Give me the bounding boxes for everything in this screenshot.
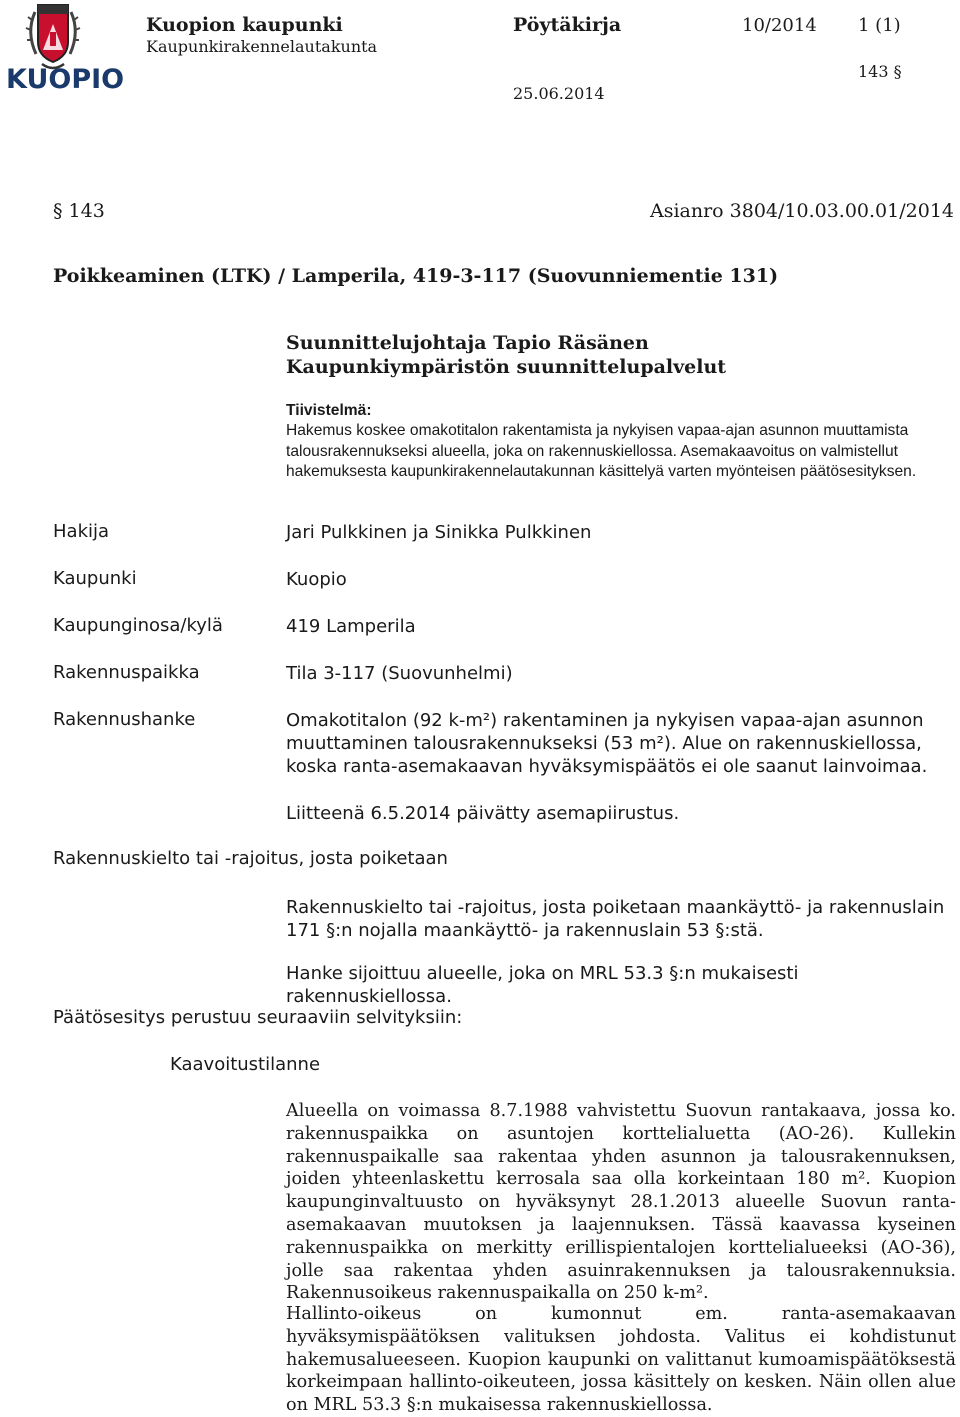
logo-wordmark: KUOPIO (6, 64, 125, 95)
committee-name: Kaupunkirakennelautakunta (146, 37, 378, 56)
field-label-project: Rakennushanke (53, 709, 196, 730)
summary-text: Hakemus koskee omakotitalon rakentamista ja nykyisen vapaa-ajan asunnon muuttamista talousrakennukseksi alueella, joka on rakennuskiellossa. Asemakaavoitus on valmistellut hakemuksesta kaupunkirakennelautakunnan käsittelyä varten myönteisen päätösesityksen. (286, 422, 917, 481)
organization-name: Kuopion kaupunki (146, 14, 343, 36)
section-reference: 143 § (858, 62, 902, 81)
field-label-applicant: Hakija (53, 521, 110, 542)
summary-block (286, 401, 954, 483)
zoning-status-label: Kaavoitustilanne (170, 1054, 321, 1075)
basis-label: Päätösesitys perustuu seuraaviin selvityksiin: (53, 1007, 463, 1028)
kuopio-logo (2, 2, 125, 97)
restriction-text: Rakennuskielto tai -rajoitus, josta poiketaan maankäyttö- ja rakennuslain 171 §:n nojalla maankäyttö- ja rakennuslain 53 §:stä. (286, 897, 945, 941)
case-number: Asianro 3804/10.03.00.01/2014 (649, 200, 954, 222)
presenter-unit: Kaupunkiympäristön suunnittelupalvelut (286, 356, 727, 378)
meeting-date: 25.06.2014 (513, 84, 605, 103)
summary-label: Tiivistelmä: (286, 402, 372, 419)
zoning-paragraph: Alueella on voimassa 8.7.1988 vahvistettu Suovun rantakaava, jossa ko. rakennuspaikka on asuntojen korttelialuetta (AO-26). Kullekin rakennuspaikalle saa rakentaa yhden asunnon ja talousrakennuksen, joiden yhteenlaskettu kerrosala saa olla korkeintaan 180 m². Kuopion kaupunginvaltuusto on hyväksynyt 28.1.2013 alueelle Suovun ranta-asemakaavan muutoksen ja laajennuksen. Tässä kaavassa kyseinen rakennuspaikka on merkitty erillispientalojen korttelialueeksi (AO-36), jolle saa rakentaa yhden asuinrakennuksen ja talousrakennuksia. Rakennusoikeus rakennuspaikalla on 250 k-m². (286, 1101, 956, 1304)
field-value-district: 419 Lamperila (286, 616, 416, 637)
field-value-city: Kuopio (286, 569, 347, 590)
section-title: Poikkeaminen (LTK) / Lamperila, 419-3-117 (Suovunniementie 131) (53, 265, 779, 287)
restriction-label: Rakennuskielto tai -rajoitus, josta poiketaan (53, 848, 448, 869)
section-number: § 143 (53, 200, 105, 222)
field-label-district: Kaupunginosa/kylä (53, 615, 223, 636)
field-value-applicant: Jari Pulkkinen ja Sinikka Pulkkinen (286, 522, 592, 543)
field-value-building-site: Tila 3-117 (Suovunhelmi) (286, 663, 513, 684)
restriction-location: Hanke sijoittuu alueelle, joka on MRL 53.3 §:n mukaisesti rakennuskiellossa. (286, 963, 799, 1007)
court-paragraph: Hallinto-oikeus on kumonnut em. ranta-asemakaavan hyväksymispäätöksen valituksen johdosta. Valitus ei kohdistunut hakemusalueeseen. Kuopion kaupunki on valittanut kumoamispäätöksestä korkeimpaan hallinto-oikeuteen, jossa käsittely on kesken. Näin ollen alue on MRL 53.3 §:n mukaisessa rakennuskiellossa. (286, 1304, 956, 1416)
field-label-building-site: Rakennuspaikka (53, 662, 200, 683)
attachment-note: Liitteenä 6.5.2014 päivätty asemapiirustus. (286, 803, 680, 824)
document-number: 10/2014 (742, 15, 817, 36)
field-value-project: Omakotitalon (92 k-m²) rakentaminen ja nykyisen vapaa-ajan asunnon muuttaminen talousrakennukseksi (53 m²). Alue on rakennuskiellossa, koska ranta-asemakaavan hyväksymispäätös ei ole saanut lainvoimaa. (286, 710, 928, 777)
document-type: Pöytäkirja (513, 14, 622, 36)
page-number: 1 (1) (858, 15, 901, 36)
presenter-block (286, 331, 726, 379)
presenter-name: Suunnittelujohtaja Tapio Räsänen (286, 332, 649, 354)
field-label-city: Kaupunki (53, 568, 137, 589)
